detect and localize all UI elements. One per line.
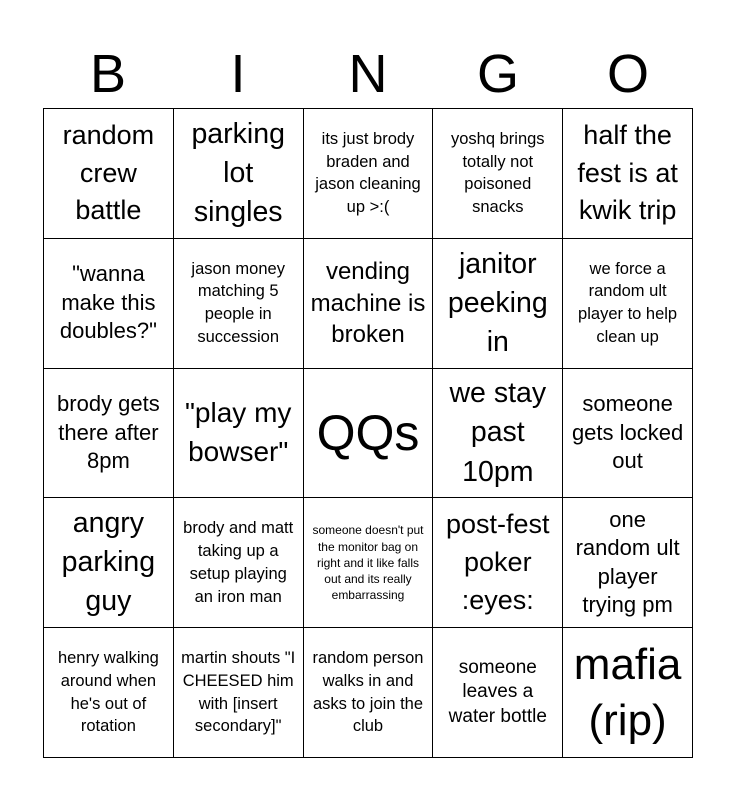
- cell-text: janitor peeking in: [447, 247, 548, 358]
- bingo-cell[interactable]: [433, 498, 563, 628]
- cell-text: we force a random ult player to help clean up: [578, 259, 678, 346]
- bingo-cell[interactable]: [304, 628, 434, 758]
- cell-text: someone gets locked out: [571, 391, 684, 474]
- bingo-cell[interactable]: [304, 109, 434, 239]
- bingo-cell[interactable]: [174, 498, 304, 628]
- bingo-cell[interactable]: [433, 369, 563, 499]
- cell-text: random crew battle: [62, 119, 155, 226]
- cell-text: post-fest poker :eyes:: [446, 509, 550, 615]
- bingo-cell-free-space[interactable]: [304, 369, 434, 499]
- cell-text: one random ult player trying pm: [575, 506, 680, 618]
- header-letter-b: B: [89, 44, 127, 104]
- cell-text: "play my bowser": [184, 397, 292, 467]
- bingo-cell[interactable]: [174, 369, 304, 499]
- bingo-cell[interactable]: [44, 498, 174, 628]
- bingo-cell[interactable]: [304, 239, 434, 369]
- cell-text: we stay past 10pm: [449, 377, 547, 488]
- cell-text: random person walks in and asks to join the club: [312, 649, 424, 736]
- cell-text: vending machine is broken: [310, 258, 426, 348]
- cell-text: someone leaves a water bottle: [448, 657, 547, 727]
- bingo-cell[interactable]: [433, 109, 563, 239]
- cell-text: QQs: [316, 404, 420, 461]
- bingo-cell[interactable]: [174, 109, 304, 239]
- cell-text: angry parking guy: [61, 507, 156, 618]
- bingo-cell[interactable]: [433, 239, 563, 369]
- cell-text: yoshq brings totally not poisoned snacks: [451, 129, 545, 217]
- bingo-board: [43, 108, 693, 758]
- cell-text: brody gets there after 8pm: [57, 391, 160, 474]
- bingo-cell[interactable]: [44, 109, 174, 239]
- header-letter-g: G: [476, 44, 519, 104]
- cell-text: parking lot singles: [191, 117, 285, 228]
- bingo-header: [43, 40, 693, 108]
- bingo-cell[interactable]: [563, 369, 693, 499]
- bingo-cell[interactable]: [563, 239, 693, 369]
- bingo-cell[interactable]: [174, 239, 304, 369]
- cell-text: jason money matching 5 people in succession: [191, 259, 285, 346]
- cell-text: brody and matt taking up a setup playing an iron man: [183, 519, 294, 606]
- cell-text: mafia (rip): [573, 639, 682, 745]
- bingo-cell[interactable]: [304, 498, 434, 628]
- cell-text: martin shouts "I CHEESED him with [insert secondary]": [181, 649, 296, 736]
- cell-text: "wanna make this doubles?": [59, 261, 157, 344]
- bingo-cell[interactable]: [563, 109, 693, 239]
- bingo-cell[interactable]: [433, 628, 563, 758]
- bingo-cell[interactable]: [44, 239, 174, 369]
- cell-text: its just brody braden and jason cleaning up >:(: [315, 129, 421, 217]
- header-letter-n: N: [348, 44, 388, 104]
- cell-text: henry walking around when he's out of rotation: [57, 649, 159, 736]
- bingo-cell[interactable]: [563, 498, 693, 628]
- bingo-cell[interactable]: [174, 628, 304, 758]
- header-letter-o: O: [606, 44, 649, 104]
- header-letter-i: I: [230, 44, 246, 104]
- cell-text: half the fest is at kwik trip: [577, 119, 678, 226]
- bingo-cell[interactable]: [44, 628, 174, 758]
- bingo-cell[interactable]: [563, 628, 693, 758]
- bingo-cell[interactable]: [44, 369, 174, 499]
- cell-text: someone doesn't put the monitor bag on right and it like falls out and its really embarrassing: [312, 523, 424, 603]
